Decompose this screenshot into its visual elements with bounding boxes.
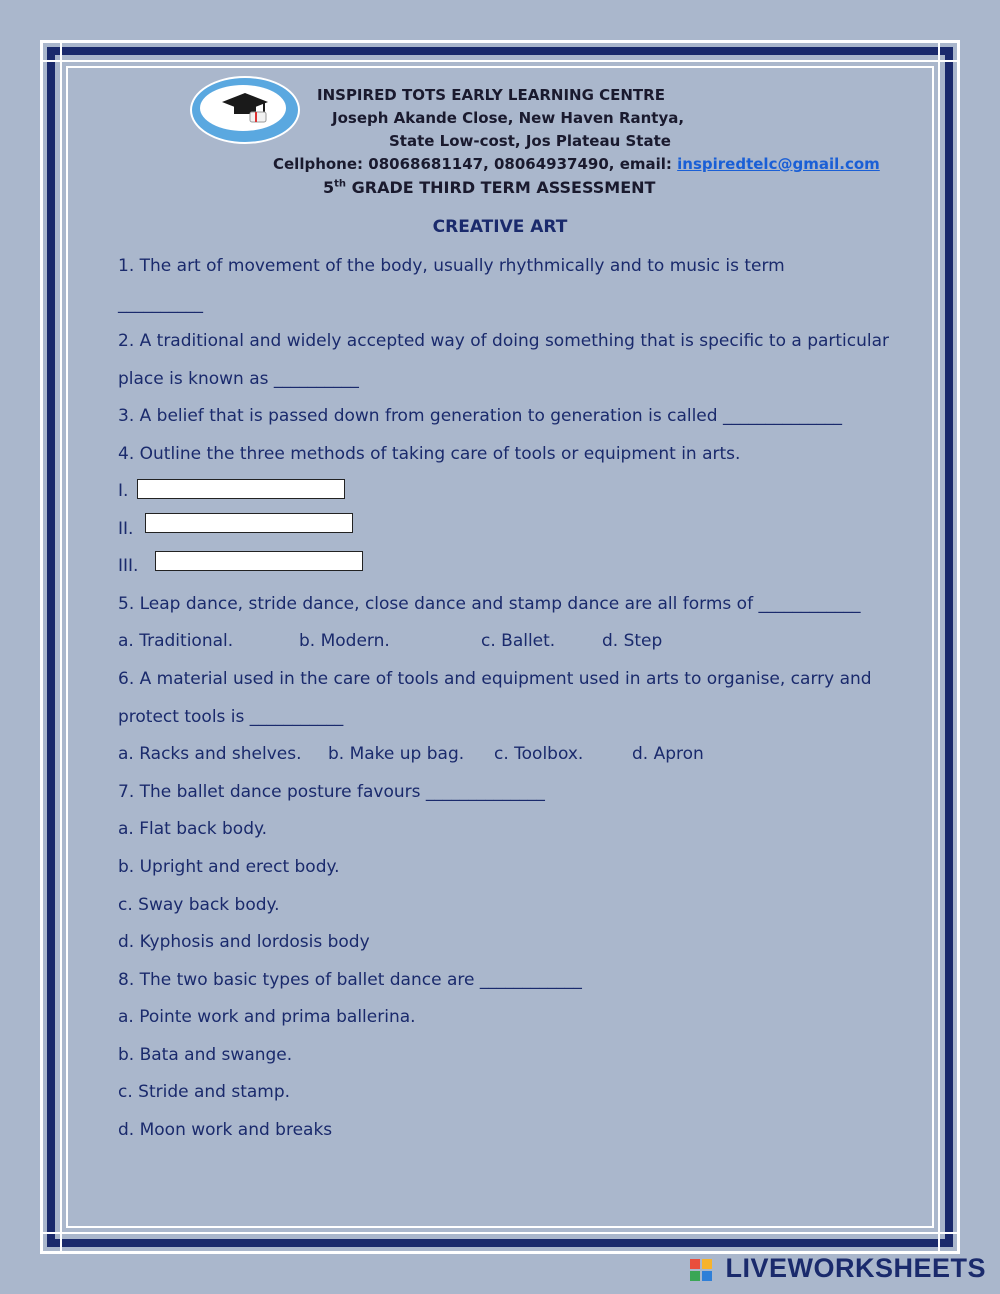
q7-option-c: c. Sway back body. — [118, 895, 280, 915]
question-4-label-iii: III. — [118, 556, 139, 576]
q6-option-a: a. Racks and shelves. — [118, 744, 302, 764]
question-8: 8. The two basic types of ballet dance are ____________ — [118, 970, 582, 990]
contact-text: Cellphone: 08068681147, 08064937490, email: — [273, 155, 678, 173]
grade-suffix: th — [334, 178, 347, 190]
q8-option-c: c. Stride and stamp. — [118, 1082, 291, 1102]
school-name: INSPIRED TOTS EARLY LEARNING CENTRE — [317, 86, 665, 104]
border-corner-top-left — [40, 40, 62, 62]
question-2-line-2: place is known as __________ — [118, 369, 359, 389]
address-line-1: Joseph Akande Close, New Haven Rantya, — [332, 109, 685, 127]
liveworksheets-logo-icon — [690, 1259, 712, 1281]
q5-option-b: b. Modern. — [299, 631, 390, 651]
answer-box-4-ii[interactable] — [145, 513, 353, 533]
q8-option-a: a. Pointe work and prima ballerina. — [118, 1007, 416, 1027]
question-4: 4. Outline the three methods of taking care of tools or equipment in arts. — [118, 444, 741, 464]
question-1-blank: __________ — [118, 294, 203, 314]
question-4-label-ii: II. — [118, 519, 134, 539]
q7-option-a: a. Flat back body. — [118, 819, 268, 839]
assessment-text: GRADE THIRD TERM ASSESSMENT — [346, 178, 656, 197]
border-corner-bottom-right — [938, 1232, 960, 1254]
border-corner-top-right — [938, 40, 960, 62]
grade-number: 5 — [323, 178, 335, 197]
q5-option-c: c. Ballet. — [481, 631, 556, 651]
question-1: 1. The art of movement of the body, usually rhythmically and to music is term — [118, 256, 785, 276]
q7-option-b: b. Upright and erect body. — [118, 857, 340, 877]
q5-option-a: a. Traditional. — [118, 631, 234, 651]
q8-option-b: b. Bata and swange. — [118, 1045, 293, 1065]
answer-box-4-iii[interactable] — [155, 551, 363, 571]
school-logo — [190, 76, 300, 144]
subject-title: CREATIVE ART — [432, 217, 568, 237]
q6-option-b: b. Make up bag. — [328, 744, 465, 764]
question-6-line-2: protect tools is ___________ — [118, 707, 344, 727]
q8-option-d: d. Moon work and breaks — [118, 1120, 333, 1140]
q6-option-d: d. Apron — [632, 744, 704, 764]
assessment-title — [323, 178, 655, 197]
question-4-label-i: I. — [118, 481, 129, 501]
q5-option-d: d. Step — [602, 631, 663, 651]
q6-option-c: c. Toolbox. — [494, 744, 584, 764]
border-corner-bottom-left — [40, 1232, 62, 1254]
email-link[interactable]: inspiredtelc@gmail.com — [677, 155, 880, 173]
contact-line — [273, 155, 880, 173]
q7-option-d: d. Kyphosis and lordosis body — [118, 932, 370, 952]
question-2-line-1: 2. A traditional and widely accepted way of doing something that is specific to a particular — [118, 331, 890, 351]
question-6-line-1: 6. A material used in the care of tools and equipment used in arts to organise, carry and — [118, 669, 872, 689]
question-7: 7. The ballet dance posture favours ______________ — [118, 782, 545, 802]
graduation-cap-icon — [220, 90, 270, 128]
address-line-2: State Low-cost, Jos Plateau State — [389, 132, 671, 150]
answer-box-4-i[interactable] — [137, 479, 345, 499]
liveworksheets-brand[interactable]: LIVEWORKSHEETS — [725, 1253, 986, 1283]
question-5: 5. Leap dance, stride dance, close dance and stamp dance are all forms of ____________ — [118, 594, 861, 614]
question-3: 3. A belief that is passed down from generation to generation is called ______________ — [118, 406, 842, 426]
